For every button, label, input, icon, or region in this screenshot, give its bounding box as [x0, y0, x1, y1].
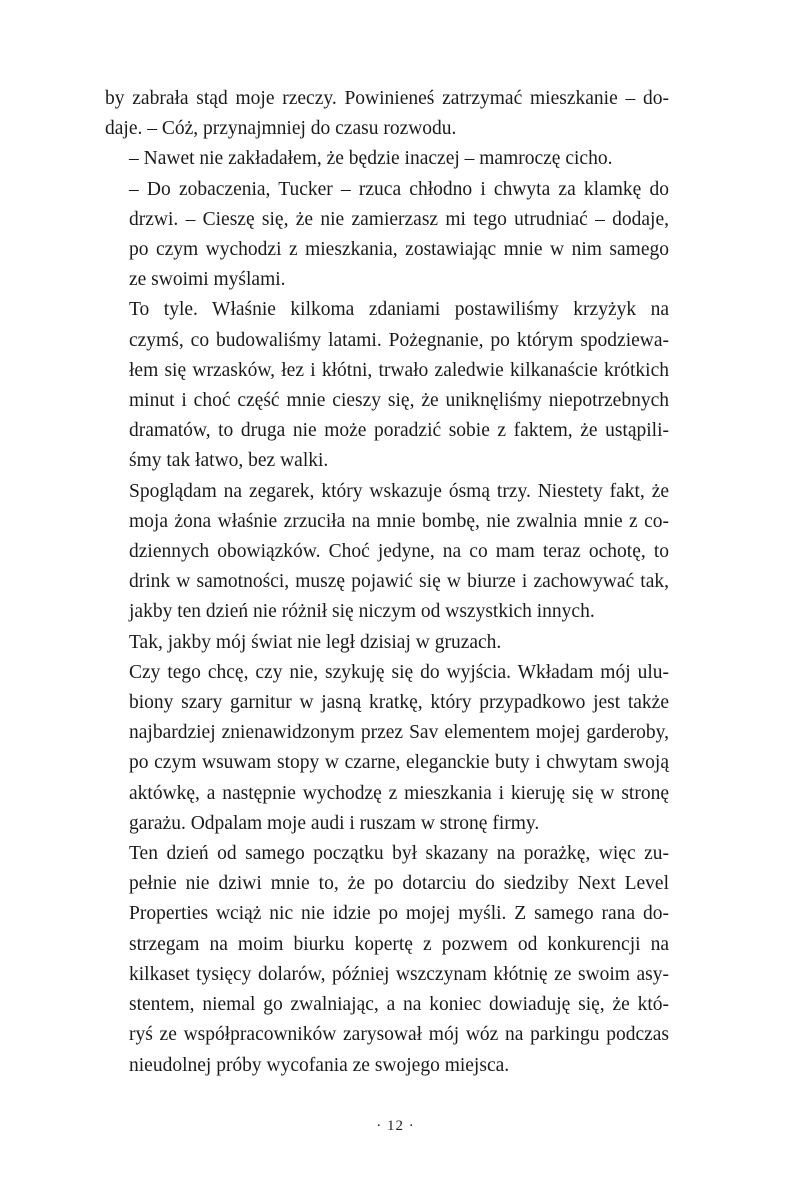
paragraph	[105, 839, 669, 1081]
text-line: Tak, jakby mój świat nie legł dzisiaj w gruzach.	[129, 631, 502, 653]
paragraph	[105, 175, 669, 296]
text-line: najbardziej znienawidzonym przez Sav elementem mojej garderoby,	[129, 722, 669, 744]
text-line: nieudolnej próby wycofania ze swojego miejsca.	[129, 1054, 510, 1076]
text-line: Properties wciąż nic nie idzie po mojej myśli. Z samego rana do-	[129, 903, 669, 925]
text-line: po czym wychodzi z mieszkania, zostawiając mnie w nim samego	[129, 239, 669, 261]
paragraph	[105, 295, 669, 476]
text-line: stentem, niemal go zwalniając, a na koniec dowiaduję się, że któ-	[129, 994, 669, 1016]
paragraph	[105, 658, 669, 839]
text-line: drzwi. – Cieszę się, że nie zamierzasz mi tego utrudniać – dodaje,	[129, 208, 669, 230]
text-line: kilkaset tysięcy dolarów, później wszczynam kłótnię ze swoim asy-	[129, 963, 669, 985]
text-line: minut i choć część mnie cieszy się, że uniknęliśmy niepotrzebnych	[129, 390, 669, 412]
text-line: czymś, co budowaliśmy latami. Pożegnanie, po którym spodziewa-	[129, 329, 669, 351]
text-line: by zabrała stąd moje rzeczy. Powinieneś zatrzymać mieszkanie – do-	[105, 88, 669, 109]
paragraph	[105, 84, 669, 144]
text-line: pełnie nie dziwi mnie to, że po dotarciu do siedziby Next Level	[129, 873, 669, 895]
text-line: moja żona właśnie zrzuciła na mnie bombę, nie zwalnia mnie z co-	[129, 510, 669, 532]
text-line: Ten dzień od samego początku był skazany na porażkę, więc zu-	[129, 843, 669, 865]
text-line: jakby ten dzień nie różnił się niczym od wszystkich innych.	[129, 601, 595, 623]
text-line: dramatów, to druga nie może poradzić sobie z faktem, że ustąpili-	[129, 420, 669, 442]
text-line: ryś ze współpracowników zarysował mój wóz na parkingu podczas	[129, 1024, 669, 1046]
text-line: garażu. Odpalam moje audi i ruszam w stronę firmy.	[129, 812, 540, 834]
paragraph	[105, 144, 669, 174]
text-line: – Do zobaczenia, Tucker – rzuca chłodno i chwyta za klamkę do	[129, 178, 669, 200]
text-line: dziennych obowiązków. Choć jedyne, na co mam teraz ochotę, to	[129, 541, 669, 563]
paragraph	[105, 628, 669, 658]
text-line: po czym wsuwam stopy w czarne, eleganckie buty i chwytam swoją	[129, 752, 669, 774]
text-line: aktówkę, a następnie wychodzę z mieszkania i kieruję się w stronę	[129, 782, 669, 804]
body-text	[105, 84, 669, 1081]
text-line: To tyle. Właśnie kilkoma zdaniami postawiliśmy krzyżyk na	[129, 299, 669, 321]
text-line: łem się wrzasków, łez i kłótni, trwało zaledwie kilkanaście krótkich	[129, 359, 669, 381]
text-line: biony szary garnitur w jasną kratkę, który przypadkowo jest także	[129, 692, 669, 714]
text-line: śmy tak łatwo, bez walki.	[129, 450, 329, 472]
text-line: strzegam na moim biurku kopertę z pozwem od konkurencji na	[129, 933, 669, 955]
text-line: ze swoimi myślami.	[129, 269, 286, 291]
text-line: Spoglądam na zegarek, który wskazuje ósmą trzy. Niestety fakt, że	[129, 480, 669, 502]
text-line: drink w samotności, muszę pojawić się w biurze i zachowywać tak,	[129, 571, 669, 593]
text-line: Czy tego chcę, czy nie, szykuję się do wyjścia. Wkładam mój ulu-	[129, 661, 669, 683]
page-number: · 12 ·	[376, 1118, 415, 1134]
paragraph	[105, 477, 669, 628]
text-line: daje. – Cóż, przynajmniej do czasu rozwodu.	[105, 118, 457, 140]
text-line: – Nawet nie zakładałem, że będzie inaczej – mamroczę cicho.	[129, 148, 613, 170]
